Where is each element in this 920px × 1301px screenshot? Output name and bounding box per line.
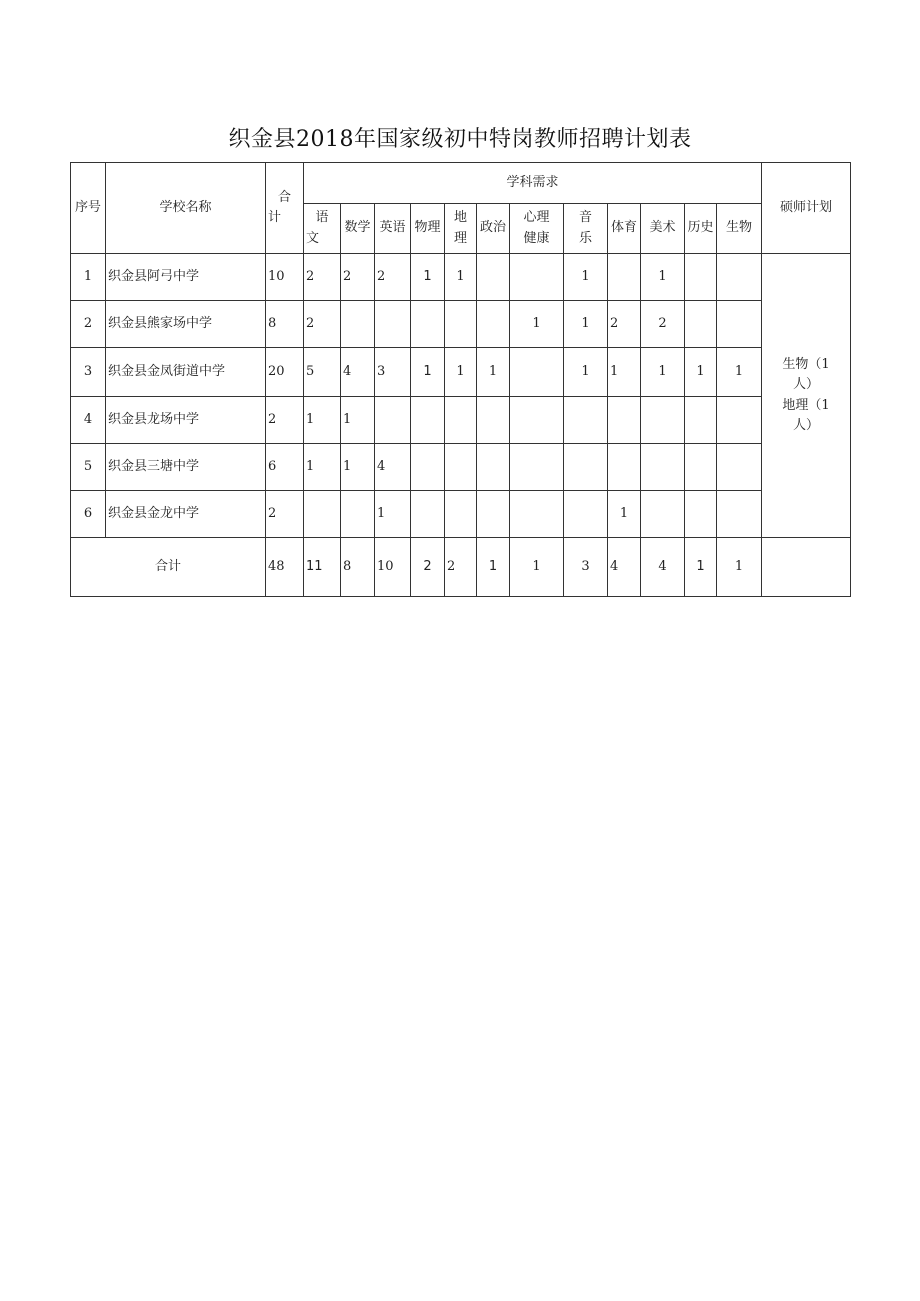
sum-value: 4: [608, 538, 641, 597]
cell-value: 1: [510, 301, 564, 348]
sum-row: [71, 538, 851, 597]
row-seq: 4: [71, 397, 106, 444]
cell-value: 1: [411, 348, 445, 397]
sum-total: 48: [266, 538, 304, 597]
cell-value: [641, 444, 685, 491]
cell-value: 5: [304, 348, 341, 397]
row-total: 10: [266, 254, 304, 301]
cell-value: [477, 397, 510, 444]
sum-master-empty: [762, 538, 851, 597]
header-subject: 地 理: [445, 204, 477, 254]
master-plan-line: 生物（1: [782, 357, 830, 373]
sum-value: 4: [641, 538, 685, 597]
row-school: 织金县阿弓中学: [106, 254, 266, 301]
cell-value: [685, 301, 717, 348]
master-plan-line: 人）: [793, 377, 820, 393]
cell-value: [477, 444, 510, 491]
table-row: [71, 301, 851, 348]
cell-value: [641, 491, 685, 538]
row-school: 织金县金龙中学: [106, 491, 266, 538]
cell-value: [477, 254, 510, 301]
cell-value: 1: [564, 254, 608, 301]
cell-value: 2: [641, 301, 685, 348]
cell-value: [411, 301, 445, 348]
cell-value: 1: [685, 348, 717, 397]
cell-value: [341, 301, 375, 348]
sum-value: 2: [445, 538, 477, 597]
row-seq: 6: [71, 491, 106, 538]
cell-value: 1: [608, 491, 641, 538]
cell-value: 2: [341, 254, 375, 301]
header-subject: 体育: [608, 204, 641, 254]
cell-value: [564, 444, 608, 491]
cell-value: 1: [717, 348, 762, 397]
sum-value: 1: [685, 538, 717, 597]
cell-value: [510, 491, 564, 538]
cell-value: [717, 397, 762, 444]
cell-value: 2: [304, 301, 341, 348]
cell-value: 1: [564, 301, 608, 348]
row-total: 8: [266, 301, 304, 348]
row-school: 织金县金凤街道中学: [106, 348, 266, 397]
cell-value: [304, 491, 341, 538]
cell-value: 1: [445, 254, 477, 301]
cell-value: 2: [304, 254, 341, 301]
cell-value: 2: [375, 254, 411, 301]
header-master-plan: 硕师计划: [762, 163, 851, 254]
sum-value: 1: [510, 538, 564, 597]
cell-value: 1: [411, 254, 445, 301]
header-subject: 音 乐: [564, 204, 608, 254]
header-subject: 政治: [477, 204, 510, 254]
cell-value: [641, 397, 685, 444]
row-school: 织金县三塘中学: [106, 444, 266, 491]
table-row: [71, 491, 851, 538]
cell-value: 4: [375, 444, 411, 491]
sum-value: 1: [717, 538, 762, 597]
cell-value: [564, 397, 608, 444]
cell-value: 1: [445, 348, 477, 397]
cell-value: 1: [341, 444, 375, 491]
sum-value: 3: [564, 538, 608, 597]
cell-value: 1: [477, 348, 510, 397]
header-subject: 心理 健康: [510, 204, 564, 254]
cell-value: 2: [608, 301, 641, 348]
sum-value: 1: [477, 538, 510, 597]
cell-value: [411, 491, 445, 538]
cell-value: 1: [641, 348, 685, 397]
header-total-top: 合: [277, 189, 291, 205]
cell-value: [685, 397, 717, 444]
cell-value: [477, 491, 510, 538]
sum-value: 10: [375, 538, 411, 597]
cell-value: [717, 254, 762, 301]
table-row: [71, 348, 851, 397]
cell-value: [375, 301, 411, 348]
header-school: 学校名称: [106, 163, 266, 254]
cell-value: 1: [304, 444, 341, 491]
cell-value: [510, 348, 564, 397]
cell-value: [411, 444, 445, 491]
header-subject: 历史: [685, 204, 717, 254]
table-row: [71, 254, 851, 301]
cell-value: [341, 491, 375, 538]
cell-value: [685, 491, 717, 538]
page-title: 织金县2018年国家级初中特岗教师招聘计划表: [228, 127, 692, 152]
cell-value: [445, 444, 477, 491]
table-row: [71, 444, 851, 491]
table-row: [71, 397, 851, 444]
cell-value: 3: [375, 348, 411, 397]
cell-value: 1: [564, 348, 608, 397]
sum-value: 2: [411, 538, 445, 597]
header-subjects-group: 学科需求: [304, 163, 762, 204]
cell-value: [685, 444, 717, 491]
header-subject: 物理: [411, 204, 445, 254]
row-seq: 2: [71, 301, 106, 348]
cell-value: [445, 301, 477, 348]
row-school: 织金县龙场中学: [106, 397, 266, 444]
row-seq: 5: [71, 444, 106, 491]
header-row-1: [71, 163, 851, 204]
master-plan-cell: [762, 254, 851, 538]
sum-label: 合计: [71, 538, 266, 597]
header-total-bottom: 计: [268, 210, 282, 225]
row-total: 2: [266, 491, 304, 538]
cell-value: [717, 301, 762, 348]
cell-value: [564, 491, 608, 538]
cell-value: [608, 444, 641, 491]
cell-value: 1: [641, 254, 685, 301]
header-subject: 美术: [641, 204, 685, 254]
master-plan-line: 人）: [793, 417, 820, 433]
cell-value: 4: [341, 348, 375, 397]
row-seq: 3: [71, 348, 106, 397]
header-total: [266, 163, 304, 254]
cell-value: [411, 397, 445, 444]
row-total: 2: [266, 397, 304, 444]
cell-value: [445, 491, 477, 538]
sum-value: 11: [304, 538, 341, 597]
cell-value: [477, 301, 510, 348]
master-plan-line: 地理（1: [782, 397, 830, 413]
cell-value: 1: [608, 348, 641, 397]
sum-value: 8: [341, 538, 375, 597]
cell-value: [375, 397, 411, 444]
row-total: 20: [266, 348, 304, 397]
cell-value: [510, 254, 564, 301]
cell-value: 1: [375, 491, 411, 538]
header-subject: 英语: [375, 204, 411, 254]
cell-value: [685, 254, 717, 301]
cell-value: [510, 397, 564, 444]
row-seq: 1: [71, 254, 106, 301]
row-school: 织金县熊家场中学: [106, 301, 266, 348]
header-subject: 语 文: [304, 204, 341, 254]
recruitment-plan-table: [70, 162, 851, 597]
cell-value: [608, 254, 641, 301]
cell-value: [510, 444, 564, 491]
cell-value: [717, 444, 762, 491]
header-subject: 数学: [341, 204, 375, 254]
cell-value: 1: [304, 397, 341, 444]
header-subject: 生物: [717, 204, 762, 254]
cell-value: 1: [341, 397, 375, 444]
cell-value: [445, 397, 477, 444]
row-total: 6: [266, 444, 304, 491]
cell-value: [717, 491, 762, 538]
cell-value: [608, 397, 641, 444]
header-seq: 序号: [71, 163, 106, 254]
